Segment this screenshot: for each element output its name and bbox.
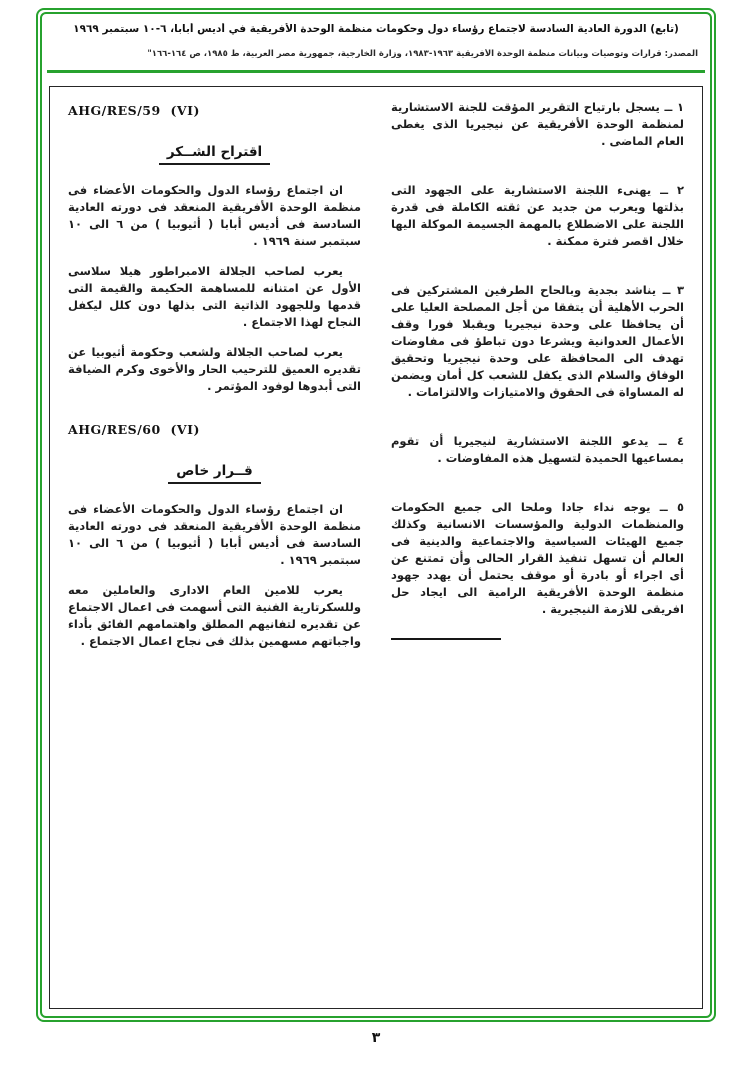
numbered-paragraph-4: ٤ ــ يدعو اللجنة الاستشارية لنيجيريا أن تقوم بمساعيها الحميدة لتسهيل هذه المفاوضات . [391, 434, 684, 465]
resolution-block-gap [68, 408, 361, 418]
numbered-paragraph-2: ٢ ــ يهنىء اللجنة الاستشارية على الجهود التى بذلتها ويعرب من جديد عن ثقته الكاملة فى قدرة اللجنة على الاضطلاع بالمهمة الجسيمة الموكلة اليها خلال اقصر فترة ممكنة . [391, 183, 684, 248]
resolution-title-59-text: اقتراح الشــكر [159, 144, 270, 165]
resolution-title-59 [68, 144, 361, 165]
document-header: (تابع) الدورة العادية السادسة لاجتماع رؤساء دول وحكومات منظمة الوحدة الأفريقية في أديس أبابا، ٦-١٠ سبتمبر ١٩٦٩ [73, 23, 679, 35]
res59-paragraph-1: ان اجتماع رؤساء الدول والحكومات الأعضاء فى منظمة الوحدة الأفريقية المنعقد فى دورته العادية السادسة فى أديس أبابا ( أثيوبيا ) من ٦ الى ١٠ سبتمبر سنة ١٩٦٩ . [68, 183, 361, 248]
res60-paragraph-1: ان اجتماع رؤساء الدول والحكومات الأعضاء فى منظمة الوحدة الأفريقية المنعقد فى دورته العادية السادسة فى أديس أبابا ( أثيوبيا ) من ٦ الى ١٠ سبتمبر ١٩٦٩ . [68, 502, 361, 567]
resolution-code-59: AHG/RES/59 (VI) [68, 103, 200, 118]
res59-paragraph-2: يعرب لصاحب الجلالة الامبراطور هيلا سلاسى الأول عن امتنانه للمساهمة الحكيمة والقيمة التى قدمها وللجهود الذاتية التى بذلها دون كلل ليكفل النجاح لهذا الاجتماع . [68, 264, 361, 329]
green-border-frame-inner [40, 12, 712, 1018]
numbered-paragraph-1: ١ ــ يسجل بارتياح التقرير المؤقت للجنة الاستشارية لمنظمة الوحدة الأفريقية عن نيجيريا الذى يغطى العام الماضى . [391, 100, 684, 148]
numbered-paragraph-3: ٣ ــ يناشد بجدية وبالحاح الطرفين المشتركين فى الحرب الأهلية أن يتفقا من أجل المصلحة العليا على أن يحافظا على وحدة نيجيريا ويقبلا فورا وقف الأعمال العدوانية ويشرعا دون تباطؤ فى مفاوضات تهدف الى المحافظة على وحدة نيجيريا وتحقيق الوفاق والسلام الذى يكفل للشعب كل أمان ويضمن له المساواة فى الحقوق والامتيازات والالتزامات . [391, 283, 684, 399]
resolution-title-60 [68, 463, 361, 484]
page-number: ٣ [371, 1030, 381, 1046]
source-citation: المصدر: قرارات وتوصيات وبيانات منظمة الوحدة الأفريقية ١٩٦٣-١٩٨٣، وزارة الخارجية، جمهورية مصر العربية، ط ١٩٨٥، ص ١٦٤-١٦٦" [147, 49, 698, 59]
resolution-title-60-text: قــرار خاص [168, 463, 261, 484]
green-border-frame [36, 8, 716, 1022]
header-divider-rule [47, 70, 705, 73]
resolution-code-60: AHG/RES/60 (VI) [68, 422, 200, 437]
separator-rule [391, 638, 501, 640]
content-box [49, 86, 703, 1009]
res60-paragraph-2: يعرب للامين العام الادارى والعاملين معه وللسكرتارية الفنية التى أسهمت فى اعمال الاجتماع عن تقديره لتفانيهم المطلق واهتمامهم الفائق بأداء واجباتهم مسهمين بذلك فى نجاح اعمال الاجتماع . [68, 583, 361, 648]
two-column-layout [50, 87, 702, 663]
res59-paragraph-3: يعرب لصاحب الجلالة ولشعب وحكومة أثيوبيا عن تقديره العميق للترحيب الحار والأخوى وكرم الضيافة التى أبدوها لوفود المؤتمر . [68, 345, 361, 393]
column-left [68, 99, 361, 663]
column-right [391, 99, 684, 640]
numbered-paragraph-5: ٥ ــ يوجه نداء جادا وملحا الى جميع الحكومات والمنظمات الدولية والمؤسسات الانسانية وكذلك جميع الهيئات السياسية والاجتماعية والدينية فى العالم أن تسهل تنفيذ القرار الحالى وأن تمتنع عن أى اجراء أو بادرة أو موقف يحتمل أن يهدد جهود منظمة الوحدة الأفريقية الرامية الى ايجاد حل افريقى للازمة النيجيرية . [391, 500, 684, 616]
